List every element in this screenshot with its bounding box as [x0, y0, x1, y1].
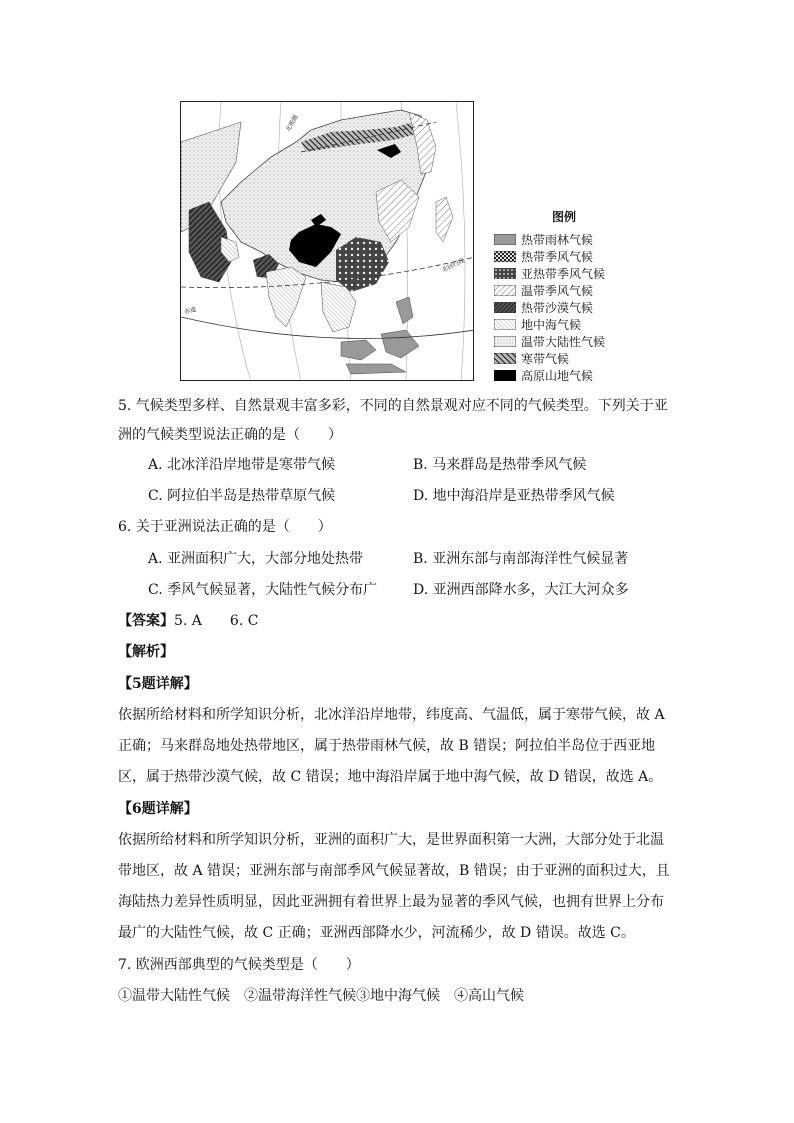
q5-option-a: A. 北冰洋沿岸地带是寒带气候	[148, 457, 336, 473]
q6-stem: 6. 关于亚洲说法正确的是（ ）	[118, 519, 332, 535]
q6-option-a: A. 亚洲面积广大，大部分地处热带	[148, 551, 364, 567]
legend-swatch	[494, 285, 516, 296]
asia-climate-map	[180, 101, 474, 381]
q7-options: ①温带大陆性气候 ②温带海洋性气候③地中海气候 ④高山气候	[118, 988, 524, 1004]
legend-item	[494, 367, 624, 384]
legend-swatch	[494, 370, 516, 381]
map-graphic	[181, 102, 474, 381]
legend-label: 高原山地气候	[521, 369, 594, 383]
legend-item	[494, 248, 624, 265]
legend-label: 地中海气候	[521, 318, 582, 332]
legend-item	[494, 282, 624, 299]
q6-detail-line: 海陆热力差异性质明显，因此亚洲拥有着世界上最为显著的季风气候，也拥有世界上分布	[118, 894, 664, 910]
answer-line	[118, 610, 258, 632]
q5-option-d: D. 地中海沿岸是亚热带季风气候	[413, 488, 615, 504]
legend-swatch	[494, 234, 516, 245]
legend-swatch	[494, 268, 516, 279]
legend-swatch	[494, 302, 516, 313]
q5-detail-line: 区，属于热带沙漠气候，故 C 错误；地中海沿岸属于地中海气候，故 D 错误，故选 A。	[118, 769, 663, 785]
q6-detail-line: 依据所给材料和所学知识分析，亚洲的面积广大，是世界面积第一大洲，大部分处于北温	[118, 832, 664, 848]
q6-detail-label: 【6题详解】	[118, 801, 198, 817]
q6-detail-line: 带地区，故 A 错误；亚洲东部与南部季风气候显著故，B 错误；由于亚洲的面积过大，且	[118, 863, 670, 879]
q6-option-d: D. 亚洲西部降水多，大江大河众多	[413, 582, 629, 598]
legend-swatch	[494, 336, 516, 347]
legend-swatch	[494, 353, 516, 364]
legend-item	[494, 316, 624, 333]
legend-item	[494, 231, 624, 248]
q6-option-b: B. 亚洲东部与南部海洋性气候显著	[413, 551, 629, 567]
legend-label: 亚热带季风气候	[521, 267, 606, 281]
equator-label: 赤道	[183, 306, 198, 316]
map-legend	[494, 208, 624, 384]
q5-detail-line: 依据所给材料和所学知识分析，北冰洋沿岸地带，纬度高、气温低，属于寒带气候，故 A	[118, 707, 665, 723]
legend-swatch	[494, 251, 516, 262]
q5-detail-line: 正确；马来群岛地处热带地区，属于热带雨林气候，故 B 错误；阿拉伯半岛位于西亚地	[118, 738, 656, 754]
q5-detail-label: 【5题详解】	[118, 676, 198, 692]
legend-label: 热带雨林气候	[521, 233, 594, 247]
legend-label: 热带沙漠气候	[521, 301, 594, 315]
legend-item	[494, 265, 624, 282]
legend-item	[494, 333, 624, 350]
legend-label: 温带季风气候	[521, 284, 594, 298]
q6-option-c: C. 季风气候显著，大陆性气候分布广	[148, 582, 378, 598]
legend-title: 图例	[551, 210, 576, 224]
legend-label: 寒带气候	[521, 352, 570, 366]
tropic-label: 北回归线	[440, 257, 466, 274]
q5-stem-line1: 5. 气候类型多样、自然景观丰富多彩，不同的自然景观对应不同的气候类型。下列关于亚	[118, 398, 668, 414]
legend-item	[494, 350, 624, 367]
arctic-circle-label: 北极圈	[284, 113, 300, 133]
q7-stem: 7. 欧洲西部典型的气候类型是（ ）	[118, 957, 360, 973]
answer-text: 5. A 6. C	[174, 613, 259, 629]
legend-label: 热带季风气候	[521, 250, 594, 264]
q5-option-b: B. 马来群岛是热带季风气候	[413, 457, 587, 473]
legend-label: 温带大陆性气候	[521, 335, 606, 349]
legend-item	[494, 299, 624, 316]
q5-stem-line2: 洲的气候类型说法正确的是（ ）	[118, 427, 342, 443]
analysis-label: 【解析】	[118, 644, 174, 660]
answer-label: 【答案】	[118, 613, 174, 629]
q5-option-c: C. 阿拉伯半岛是热带草原气候	[148, 488, 336, 504]
legend-swatch	[494, 319, 516, 330]
q6-detail-line: 最广的大陆性气候，故 C 正确；亚洲西部降水少，河流稀少，故 D 错误。故选 C。	[118, 925, 635, 941]
